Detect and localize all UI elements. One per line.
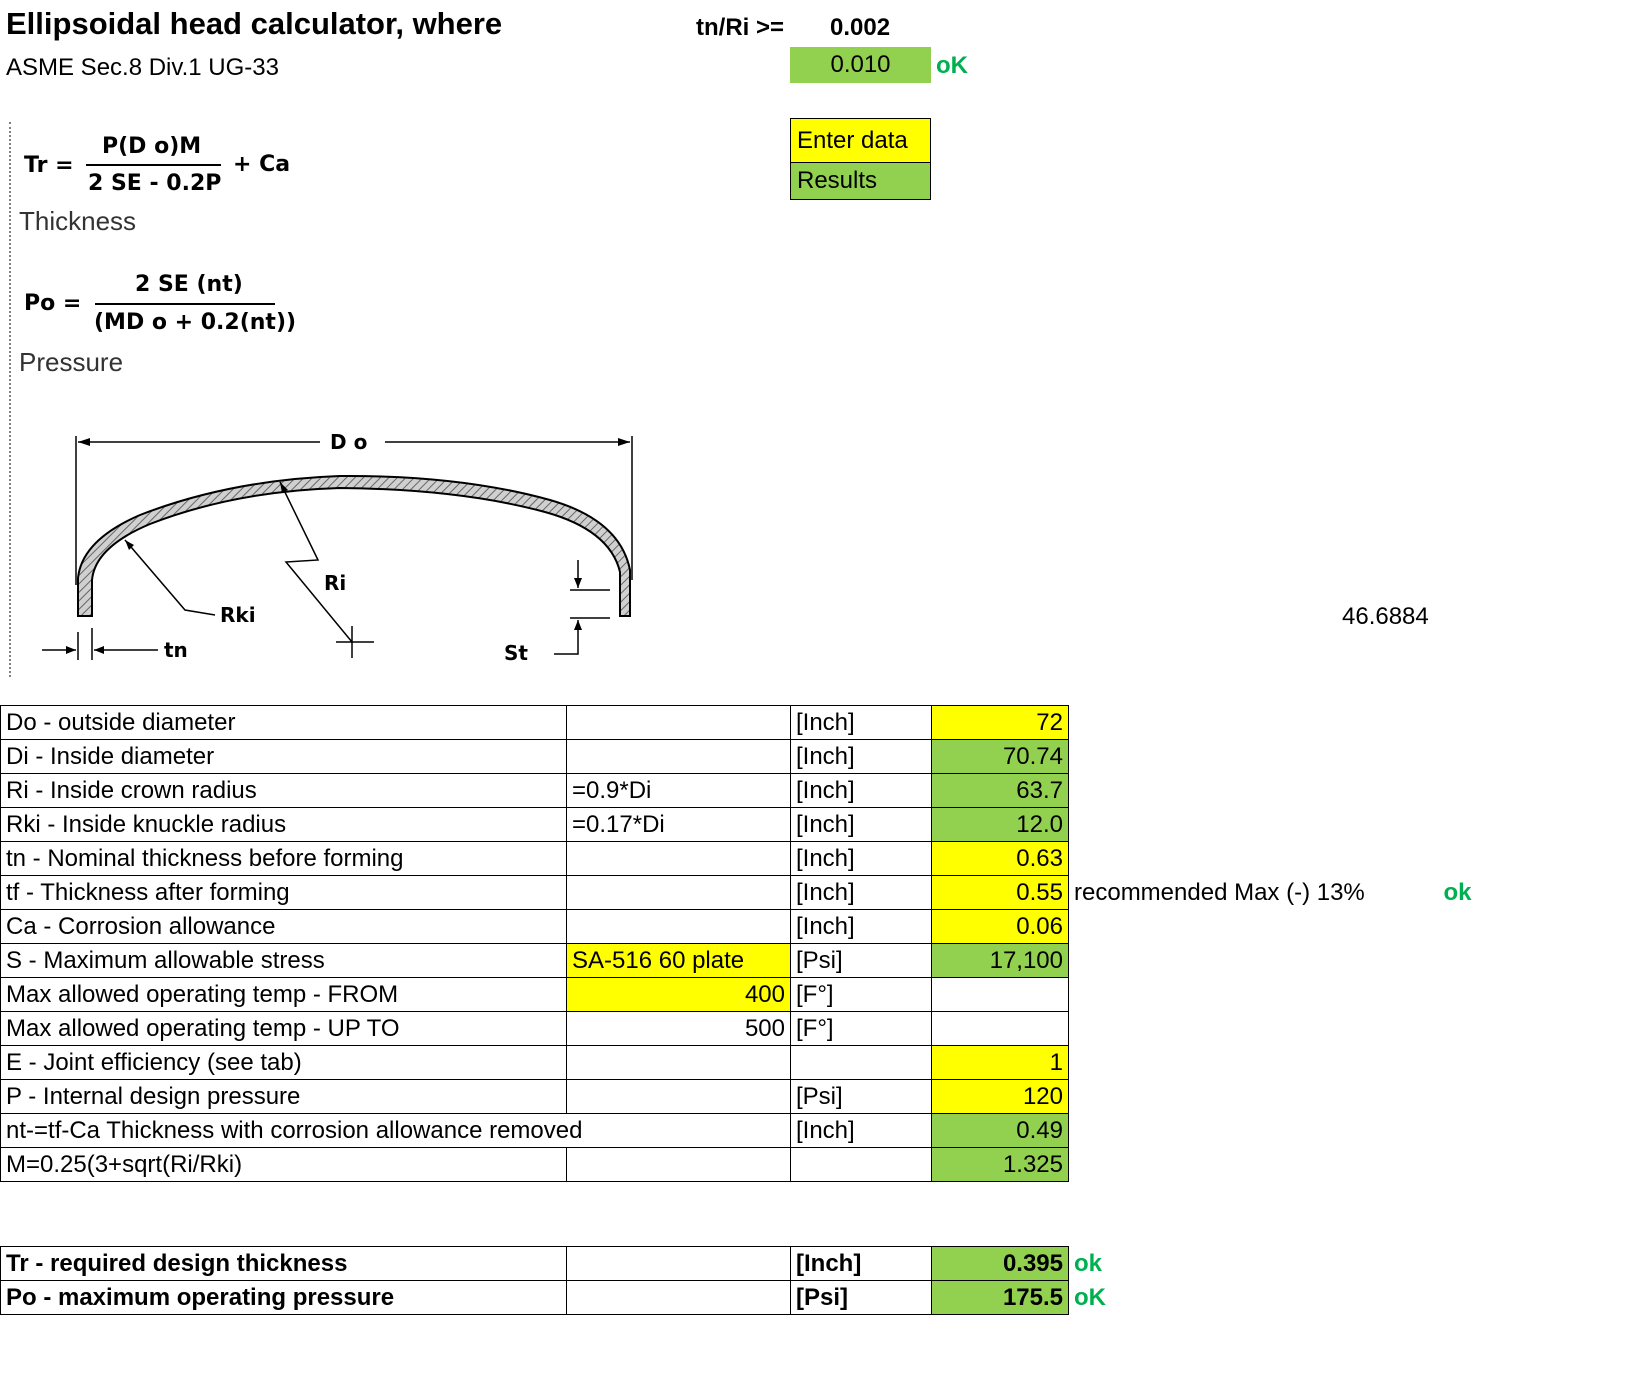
row-value[interactable]: 120 [932, 1080, 1069, 1114]
row-formula[interactable]: SA-516 60 plate [567, 944, 791, 978]
input-table-body [1, 706, 1509, 1182]
row-formula [567, 1148, 791, 1182]
table-row [1, 1080, 1509, 1114]
row-value [932, 978, 1069, 1012]
label-tn: tn [164, 638, 188, 662]
row-label: tf - Thickness after forming [1, 876, 567, 910]
table-row [1, 706, 1509, 740]
table-row [1, 944, 1509, 978]
legend-results [790, 162, 931, 200]
result-formula [567, 1281, 791, 1315]
row-status [1439, 774, 1509, 808]
row-status [1439, 944, 1509, 978]
row-formula: =0.9*Di [567, 774, 791, 808]
row-formula: =0.17*Di [567, 808, 791, 842]
thickness-fraction-bar [86, 164, 221, 166]
page-title: Ellipsoidal head calculator, where [6, 6, 503, 41]
label-rki: Rki [220, 603, 256, 627]
input-table [0, 705, 1509, 1182]
row-note [1069, 1148, 1439, 1182]
result-status: ok [1074, 1249, 1103, 1277]
row-status [1439, 1046, 1509, 1080]
row-label: Max allowed operating temp - UP TO [1, 1012, 567, 1046]
thickness-addend: + Ca [233, 152, 291, 177]
table-row [1, 978, 1509, 1012]
row-label: Do - outside diameter [1, 706, 567, 740]
result-row [1, 1281, 1129, 1315]
row-status: ok [1443, 878, 1472, 906]
row-unit: [Inch] [791, 808, 932, 842]
row-value: 12.0 [932, 808, 1069, 842]
row-formula [567, 876, 791, 910]
row-label: P - Internal design pressure [1, 1080, 567, 1114]
row-note [1069, 1114, 1439, 1148]
row-note [1069, 706, 1439, 740]
row-note [1069, 1012, 1439, 1046]
table-row [1, 1012, 1509, 1046]
row-value: 17,100 [932, 944, 1069, 978]
pressure-denominator: (MD o + 0.2(nt)) [94, 310, 297, 335]
result-label: Tr - required design thickness [1, 1247, 567, 1281]
row-unit: [Inch] [791, 740, 932, 774]
table-row [1, 1046, 1509, 1080]
row-formula: 500 [567, 1012, 791, 1046]
row-status [1439, 1148, 1509, 1182]
result-unit: [Inch] [791, 1247, 932, 1281]
row-note [1069, 1046, 1439, 1080]
row-status [1439, 1012, 1509, 1046]
result-formula [567, 1247, 791, 1281]
row-unit: [Psi] [791, 1080, 932, 1114]
page-subtitle: ASME Sec.8 Div.1 UG-33 [6, 54, 279, 81]
row-label: Di - Inside diameter [1, 740, 567, 774]
result-unit: [Psi] [791, 1281, 932, 1315]
table-row [1, 1148, 1509, 1182]
formula-border [9, 122, 11, 677]
row-status [1439, 910, 1509, 944]
result-row [1, 1247, 1129, 1281]
row-label: S - Maximum allowable stress [1, 944, 567, 978]
row-formula [567, 1080, 791, 1114]
row-label: Rki - Inside knuckle radius [1, 808, 567, 842]
row-note: recommended Max (-) 13% [1074, 878, 1365, 906]
row-label: Max allowed operating temp - FROM [1, 978, 567, 1012]
legend-enter-data-label: Enter data [797, 126, 908, 154]
row-note [1069, 944, 1439, 978]
row-value [932, 1012, 1069, 1046]
row-value[interactable]: 0.63 [932, 842, 1069, 876]
row-note [1069, 740, 1439, 774]
row-formula [567, 740, 791, 774]
pressure-lhs: Po = [24, 291, 82, 316]
row-formula [567, 910, 791, 944]
ratio-value-cell [790, 47, 931, 83]
row-note [1069, 808, 1439, 842]
row-unit: [Inch] [791, 842, 932, 876]
ratio-value: 0.010 [830, 51, 891, 78]
row-note [1069, 1080, 1439, 1114]
row-unit: [Inch] [791, 910, 932, 944]
row-status [1439, 978, 1509, 1012]
ratio-min-value: 0.002 [830, 14, 891, 41]
row-label: M=0.25(3+sqrt(Ri/Rki) [1, 1148, 567, 1182]
row-status [1439, 706, 1509, 740]
stray-value: 46.6884 [1342, 603, 1429, 630]
table-row [1, 1114, 1509, 1148]
row-formula [567, 706, 791, 740]
result-value: 175.5 [932, 1281, 1069, 1315]
row-note [1069, 774, 1439, 808]
row-label: tn - Nominal thickness before forming [1, 842, 567, 876]
row-unit: [F°] [791, 978, 932, 1012]
row-status [1439, 842, 1509, 876]
row-value[interactable]: 0.06 [932, 910, 1069, 944]
row-value: 0.49 [932, 1114, 1069, 1148]
table-row [1, 876, 1509, 910]
row-note [1069, 978, 1439, 1012]
row-value[interactable]: 72 [932, 706, 1069, 740]
table-row [1, 910, 1509, 944]
row-unit: [Inch] [791, 1114, 932, 1148]
row-status [1439, 808, 1509, 842]
row-value[interactable]: 0.55 [932, 876, 1069, 910]
result-label: Po - maximum operating pressure [1, 1281, 567, 1315]
result-value: 0.395 [932, 1247, 1069, 1281]
table-row [1, 774, 1509, 808]
legend-enter-data [790, 118, 931, 163]
row-value: 70.74 [932, 740, 1069, 774]
row-value[interactable]: 1 [932, 1046, 1069, 1080]
thickness-lhs: Tr = [24, 153, 74, 178]
thickness-numerator: P(D o)M [102, 134, 202, 159]
ratio-status: oK [936, 52, 968, 79]
row-unit: [Inch] [791, 706, 932, 740]
ellipsoidal-head-diagram [30, 420, 650, 670]
label-do: D o [330, 430, 368, 454]
legend-results-label: Results [797, 167, 878, 194]
label-st: St [504, 641, 528, 665]
table-row [1, 842, 1509, 876]
row-label: Ca - Corrosion allowance [1, 910, 567, 944]
row-note [1069, 910, 1439, 944]
row-formula [567, 1046, 791, 1080]
results-table [0, 1246, 1129, 1315]
thickness-caption: Thickness [19, 206, 137, 236]
row-unit: [Inch] [791, 876, 932, 910]
pressure-fraction-bar [95, 303, 275, 305]
row-unit [791, 1148, 932, 1182]
result-status: oK [1074, 1283, 1106, 1311]
row-formula[interactable]: 400 [567, 978, 791, 1012]
row-unit: [Inch] [791, 774, 932, 808]
row-status [1439, 1114, 1509, 1148]
thickness-denominator: 2 SE - 0.2P [88, 171, 222, 196]
row-unit: [Psi] [791, 944, 932, 978]
label-ri: Ri [324, 571, 347, 595]
results-table-body [1, 1247, 1129, 1315]
head-shell [78, 476, 630, 616]
table-row [1, 808, 1509, 842]
row-value: 63.7 [932, 774, 1069, 808]
row-status [1439, 1080, 1509, 1114]
row-label: Ri - Inside crown radius [1, 774, 567, 808]
row-note [1069, 842, 1439, 876]
row-formula [567, 842, 791, 876]
pressure-numerator: 2 SE (nt) [135, 272, 243, 297]
row-value: 1.325 [932, 1148, 1069, 1182]
row-label: E - Joint efficiency (see tab) [1, 1046, 567, 1080]
row-unit: [F°] [791, 1012, 932, 1046]
row-status [1439, 740, 1509, 774]
table-row [1, 740, 1509, 774]
ratio-label: tn/Ri >= [696, 14, 785, 41]
row-unit [791, 1046, 932, 1080]
pressure-caption: Pressure [19, 347, 124, 377]
row-label: nt-=tf-Ca Thickness with corrosion allowance removed [1, 1114, 791, 1148]
